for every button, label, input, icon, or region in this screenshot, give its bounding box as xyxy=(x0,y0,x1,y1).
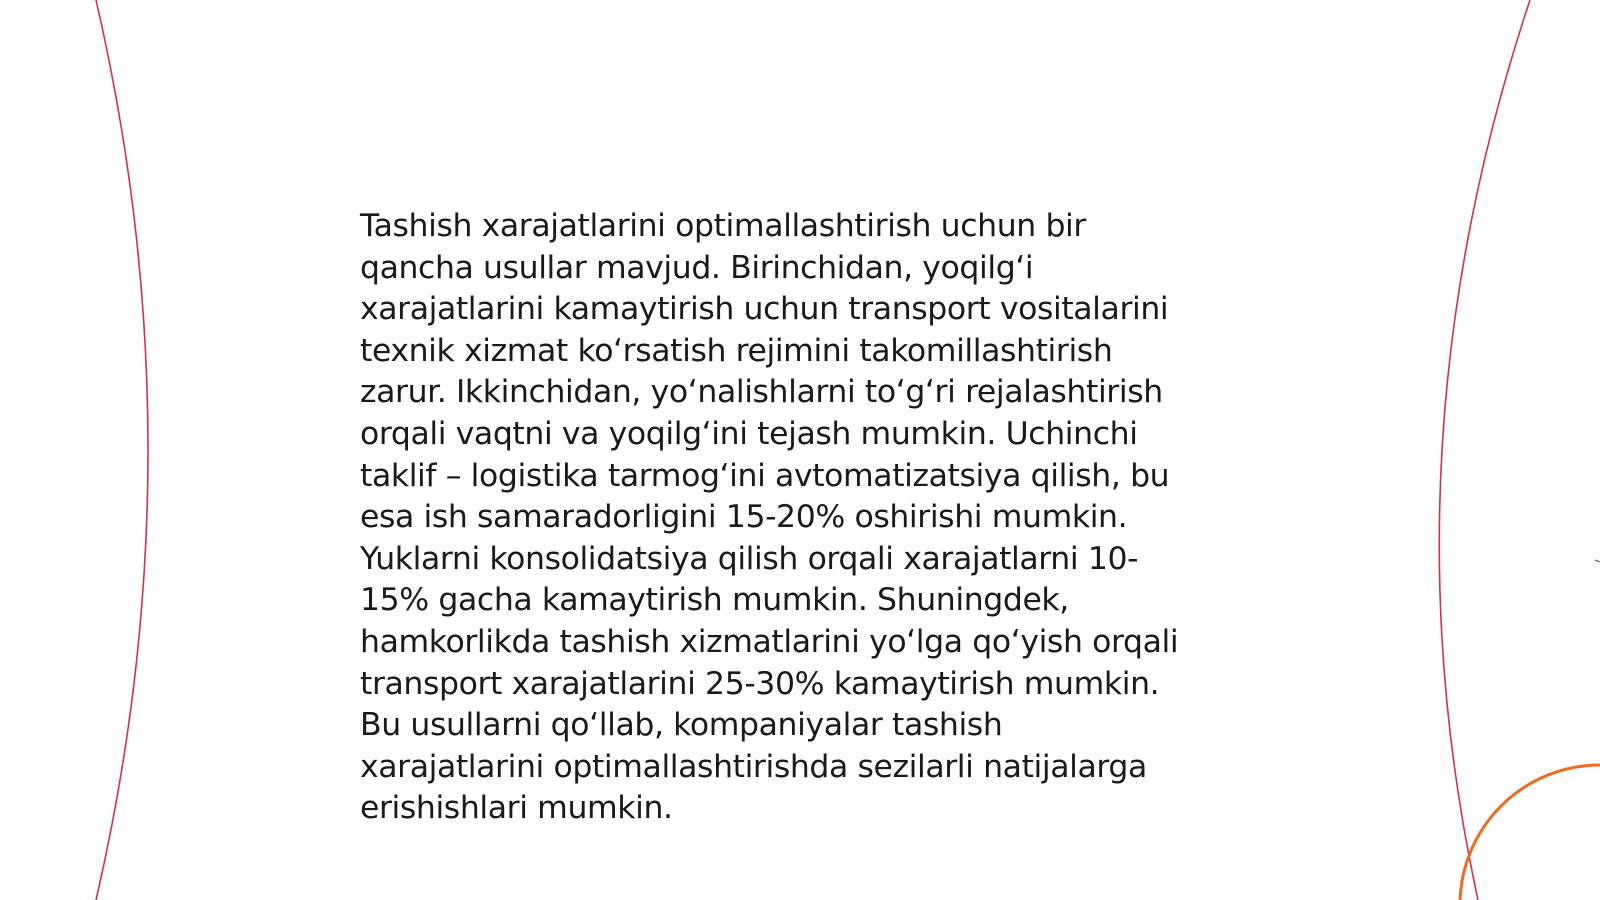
paragraph-line: zarur. Ikkinchidan, yo‘nalishlarni to‘g‘ri rejalashtirish xyxy=(360,374,1163,411)
paragraph-line: esa ish samaradorligini 15-20% oshirishi mumkin. xyxy=(360,499,1128,536)
paragraph-line: erishishlari mumkin. xyxy=(360,790,673,827)
paragraph-line: taklif – logistika tarmog‘ini avtomatizatsiya qilish, bu xyxy=(360,457,1170,494)
paragraph-line: xarajatlarini kamaytirish uchun transport vositalarini xyxy=(360,291,1169,328)
paragraph-line: hamkorlikda tashish xizmatlarini yo‘lga qo‘yish orqali xyxy=(360,623,1179,660)
left-curve-line xyxy=(96,0,148,900)
body-paragraph xyxy=(360,206,1240,830)
paragraph-line: 15% gacha kamaytirish mumkin. Shuningdek, xyxy=(360,582,1069,619)
paragraph-line: xarajatlarini optimallashtirishda sezilarli natijalarga xyxy=(360,748,1147,785)
paragraph-line: Yuklarni konsolidatsiya qilish orqali xarajatlarni 10- xyxy=(360,540,1139,577)
paragraph-line: texnik xizmat ko‘rsatish rejimini takomillashtirish xyxy=(360,332,1113,369)
paragraph-line: qancha usullar mavjud. Birinchidan, yoqilg‘i xyxy=(360,249,1034,286)
paragraph-line: transport xarajatlarini 25-30% kamaytirish mumkin. xyxy=(360,665,1160,702)
orange-arc xyxy=(1460,765,1600,900)
paragraph-line: orqali vaqtni va yoqilg‘ini tejash mumkin. Uchinchi xyxy=(360,415,1138,452)
paragraph-line: Tashish xarajatlarini optimallashtirish uchun bir xyxy=(360,208,1086,244)
paragraph-line: Bu usullarni qo‘llab, kompaniyalar tashish xyxy=(360,707,1003,744)
small-mark xyxy=(1595,560,1600,562)
right-curve-line xyxy=(1439,0,1530,900)
